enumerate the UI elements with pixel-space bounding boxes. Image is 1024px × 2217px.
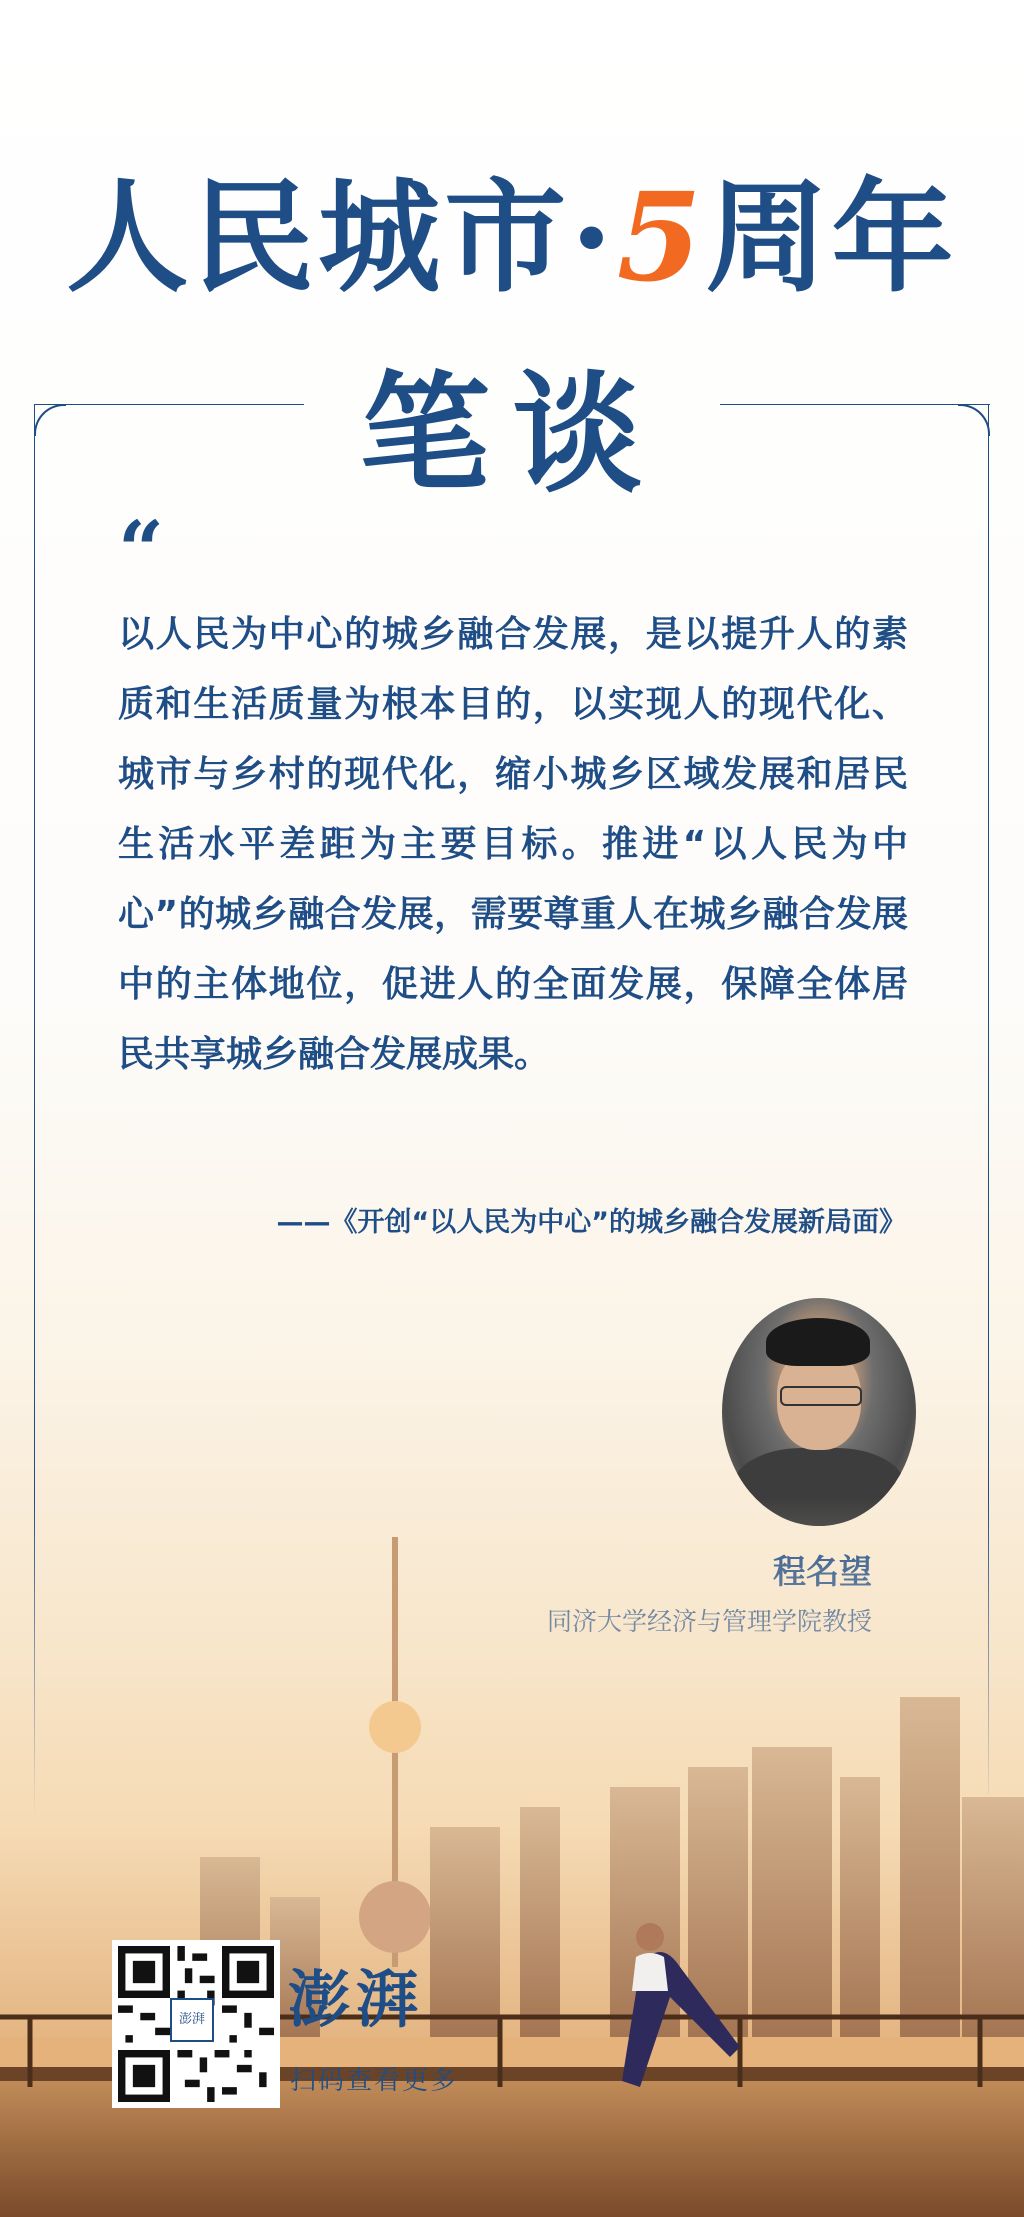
author-avatar <box>722 1298 916 1526</box>
city-skyline-illustration <box>0 1497 1024 2217</box>
scan-prompt: 扫码查看更多 <box>290 2066 459 2096</box>
title-part1: 人民城市· <box>66 165 617 309</box>
quote-source: ——《开创“以人民为中心”的城乡融合发展新局面》 <box>276 1207 906 1238</box>
qr-center-label: 澎湃 <box>170 1998 214 2042</box>
frame-top-left <box>34 404 304 405</box>
brand-logo: 澎湃 <box>288 1963 425 2036</box>
poster-title <box>0 140 1024 315</box>
title-five: 5 <box>616 165 706 309</box>
qr-code[interactable] <box>112 1940 280 2108</box>
quote-text: 以人民为中心的城乡融合发展，是以提升人的素质和生活质量为根本目的，以实现人的现代化、城市与乡村的现代化，缩小城乡区域发展和居民生活水平差距为主要目标。推进“以人民为中心”的城乡融合发展，需要尊重人在城乡融合发展中的主体地位，促进人的全面发展，保障全体居民共享城乡融合发展成果。 <box>118 614 908 1075</box>
poster-subtitle: 笔谈 <box>359 357 664 510</box>
quote-mark-icon: “ <box>118 503 165 597</box>
frame-top-right <box>720 404 990 405</box>
title-part2: 周年 <box>705 165 958 309</box>
